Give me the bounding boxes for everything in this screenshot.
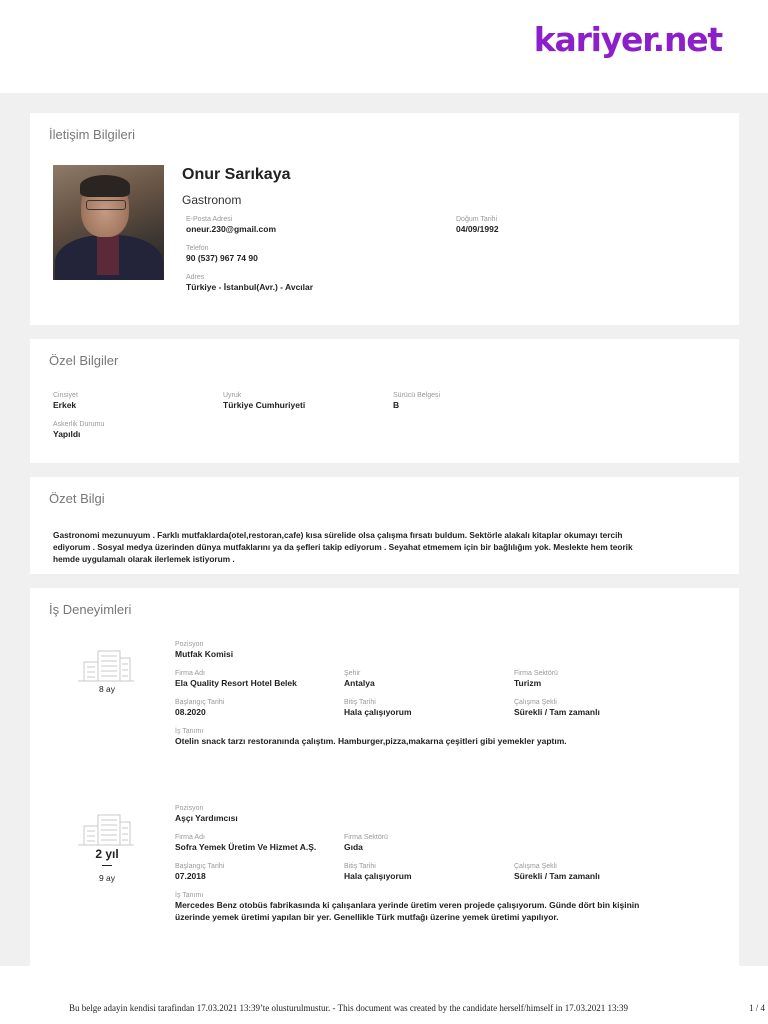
summary-line: Gastronomi mezunuyum . Farklı mutfaklarda(otel,restoran,cafe) kısa sürelide olsa çalışma fırsatı buldum. Sektörle alakalı kitaplar okumayı tercih <box>53 530 623 540</box>
city-label: Şehir <box>344 670 361 677</box>
sector-label: Firma Sektörü <box>514 670 558 677</box>
summary-line: hemde uygulamalı olarak ilerlemek istiyorum . <box>53 554 235 564</box>
birth-value: 04/09/1992 <box>456 224 499 234</box>
start-value: 08.2020 <box>175 707 206 717</box>
job-duration-months: 9 ay <box>98 873 116 883</box>
company-label: Firma Adı <box>175 834 205 841</box>
page-number: 1 / 4 <box>749 1003 766 1013</box>
desc-value: Otelin snack tarzı restoranında çalıştım. Hamburger,pizza,makarna çeşitleri gibi yemekler yaptım. <box>175 736 567 746</box>
summary-card <box>30 477 739 574</box>
nationality-label: Uyruk <box>223 392 242 399</box>
nationality-value: Türkiye Cumhuriyeti <box>223 400 306 410</box>
city-value: Antalya <box>344 678 375 688</box>
start-label: Başlangıç Tarihi <box>175 699 225 706</box>
position-value: Aşçı Yardımcısı <box>175 813 238 823</box>
position-label: Pozisyon <box>175 805 204 812</box>
phone-label: Telefon <box>186 245 209 252</box>
company-label: Firma Adı <box>175 670 205 677</box>
license-label: Sürücü Belgesi <box>393 392 441 399</box>
start-value: 07.2018 <box>175 871 206 881</box>
section-title-contact: İletişim Bilgileri <box>49 127 135 142</box>
end-label: Bitiş Tarihi <box>344 863 376 870</box>
candidate-name: Onur Sarıkaya <box>182 166 291 183</box>
candidate-title: Gastronom <box>182 193 242 207</box>
license-value: B <box>393 400 400 410</box>
footer-note: Bu belge adayin kendisi tarafindan 17.03.2021 13:39’te olusturulmustur. - This document was created by the candidate herself/himself in 17.03.2021 13:39 <box>69 1003 629 1013</box>
building-icon <box>78 812 134 848</box>
desc-label: İş Tanımı <box>175 728 204 735</box>
address-label: Adres <box>186 274 205 281</box>
company-value: Sofra Yemek Üretim Ve Hizmet A.Ş. <box>175 842 317 852</box>
company-value: Ela Quality Resort Hotel Belek <box>175 678 297 688</box>
email-label: E-Posta Adresi <box>186 216 233 223</box>
job-duration-years: 2 yıl <box>95 847 119 861</box>
summary-line: ediyorum . Sosyal medya üzerinden dünya mutfaklarını ya da şefleri takip ediyorum . Seyahat etmemem için bir bağlılığım yok. Meslekte hem teorik <box>53 542 633 552</box>
gender-label: Cinsiyet <box>53 392 78 399</box>
gender-value: Erkek <box>53 400 77 410</box>
end-value: Hala çalışıyorum <box>344 707 412 717</box>
position-label: Pozisyon <box>175 641 204 648</box>
birth-label: Doğum Tarihi <box>456 216 498 223</box>
end-label: Bitiş Tarihi <box>344 699 376 706</box>
job-duration-months: 8 ay <box>98 684 116 694</box>
address-value: Türkiye - İstanbul(Avr.) - Avcılar <box>186 282 314 292</box>
phone-value: 90 (537) 967 74 90 <box>186 253 258 263</box>
email-value: oneur.230@gmail.com <box>186 224 277 234</box>
sector-value: Gıda <box>344 842 363 852</box>
building-icon <box>78 648 134 684</box>
header <box>0 0 768 93</box>
section-title-experience: İş Deneyimleri <box>49 602 132 617</box>
duration-divider <box>102 865 112 866</box>
worktype-value: Sürekli / Tam zamanlı <box>514 707 600 717</box>
experience-card <box>30 588 739 966</box>
start-label: Başlangıç Tarihi <box>175 863 225 870</box>
worktype-value: Sürekli / Tam zamanlı <box>514 871 600 881</box>
desc-value: üzerinde yemek üretimi yapılan bir yer. Genellikle Türk mutfağı üzerine yemek üretimi yapılıyor. <box>175 912 559 922</box>
desc-label: İş Tanımı <box>175 892 204 899</box>
position-value: Mutfak Komisi <box>175 649 234 659</box>
personal-card <box>30 339 739 463</box>
end-value: Hala çalışıyorum <box>344 871 412 881</box>
worktype-label: Çalışma Şekli <box>514 863 557 870</box>
footer <box>0 1003 768 1019</box>
sector-label: Firma Sektörü <box>344 834 388 841</box>
military-value: Yapıldı <box>53 429 81 439</box>
sector-value: Turizm <box>514 678 542 688</box>
kariyer-logo: kariyer.net <box>533 20 722 59</box>
section-title-personal: Özel Bilgiler <box>49 353 119 368</box>
section-title-summary: Özet Bilgi <box>49 491 105 506</box>
profile-photo <box>53 165 164 280</box>
worktype-label: Çalışma Şekli <box>514 699 557 706</box>
contact-card <box>30 113 739 325</box>
desc-value: Mercedes Benz otobüs fabrikasında ki çalışanlara yerinde üretim veren projede çalışıyorum. Günde dört bin kişinin <box>175 900 640 910</box>
military-label: Askerlik Durumu <box>53 421 105 428</box>
